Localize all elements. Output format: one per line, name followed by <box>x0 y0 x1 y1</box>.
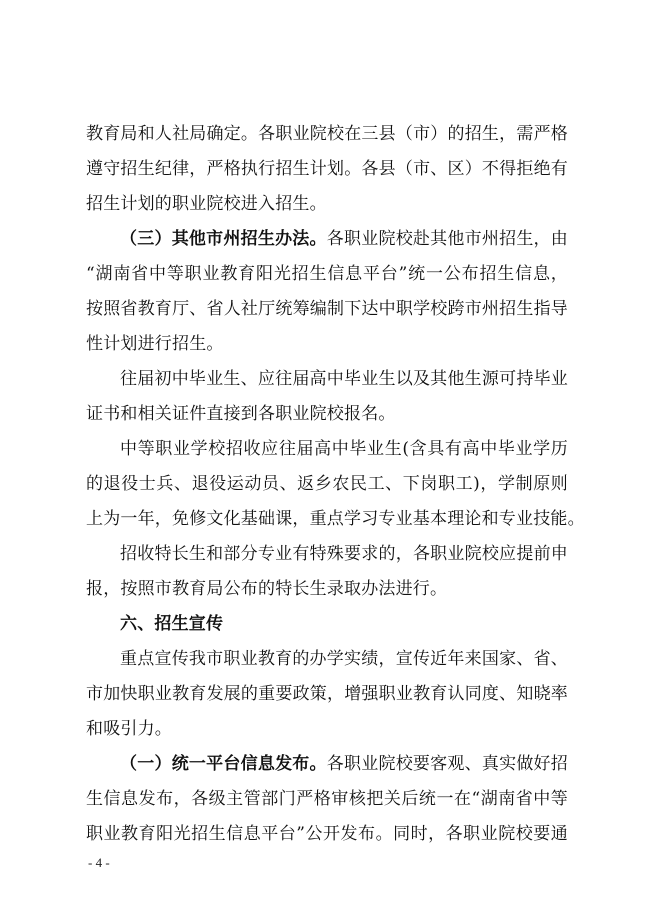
body-text-line: 的退役士兵、退役运动员、返乡农民工、下岗职工)，学制原则 <box>86 474 568 494</box>
body-text-line: 和吸引力。 <box>86 719 172 739</box>
body-text-line: 报，按照市教育局公布的特长生录取办法进行。 <box>86 579 448 599</box>
body-text-line: 遵守招生纪律，严格执行招生计划。各县（市、区）不得拒绝有 <box>86 159 568 179</box>
section-heading-line <box>120 614 568 634</box>
page-number: - 4 - <box>88 855 110 870</box>
body-text-line: 性计划进行招生。 <box>86 334 224 354</box>
body-text-line: 生信息发布，各级主管部门严格审核把关后统一在“湖南省中等 <box>86 789 568 809</box>
body-text-line: 中等职业学校招收应往届高中毕业生(含具有高中毕业学历 <box>120 439 568 459</box>
body-text-line: 市加快职业教育发展的重要政策，增强职业教育认同度、知晓率 <box>86 684 568 704</box>
body-text-line: 按照省教育厅、省人社厅统筹编制下达中职学校跨市州招生指导 <box>86 299 568 319</box>
section-heading: 六、招生宣传 <box>120 614 224 634</box>
subsection-heading-line: （一）统一平台信息发布。各职业院校要客观、真实做好招 <box>120 754 568 774</box>
subsection-heading-line: （三）其他市州招生办法。各职业院校赴其他市州招生，由 <box>120 229 568 249</box>
body-text-line: 往届初中毕业生、应往届高中毕业生以及其他生源可持毕业 <box>120 369 568 389</box>
body-text-line: 招收特长生和部分专业有特殊要求的，各职业院校应提前申 <box>120 544 568 564</box>
body-text-line: “湖南省中等职业教育阳光招生信息平台”统一公布招生信息， <box>86 264 568 284</box>
body-text-line: 重点宣传我市职业教育的办学实绩，宣传近年来国家、省、 <box>120 649 568 669</box>
body-text-line: 教育局和人社局确定。各职业院校在三县（市）的招生，需严格 <box>86 124 568 144</box>
body-text-line: 上为一年，免修文化基础课，重点学习专业基本理论和专业技能。 <box>86 509 585 529</box>
body-text-line: 职业教育阳光招生信息平台”公开发布。同时，各职业院校要通 <box>86 824 568 844</box>
body-text-line: 证书和相关证件直接到各职业院校报名。 <box>86 404 396 424</box>
subsection-heading: （一）统一平台信息发布。 <box>120 754 327 774</box>
body-text-line: 招生计划的职业院校进入招生。 <box>86 194 327 214</box>
subsection-heading: （三）其他市州招生办法。 <box>120 229 327 249</box>
